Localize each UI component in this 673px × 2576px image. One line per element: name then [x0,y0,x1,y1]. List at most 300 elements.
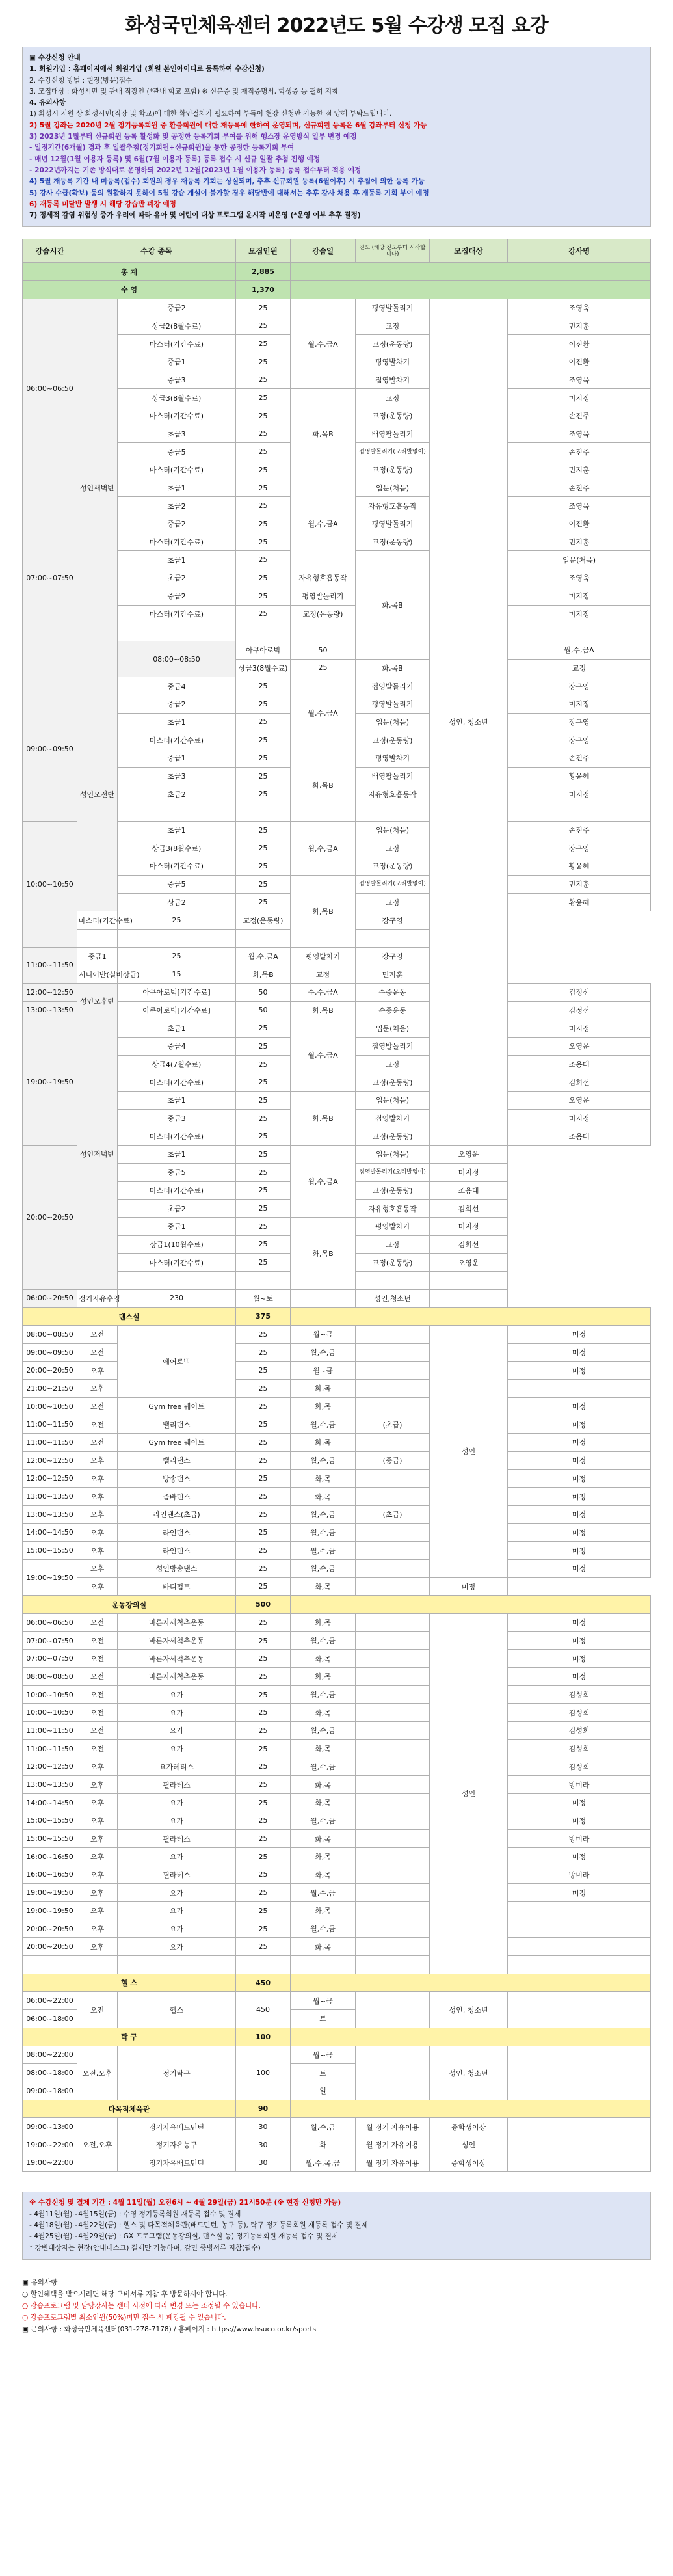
capacity-cell: 25 [236,1631,291,1650]
period-cell: 오후 [77,1505,118,1523]
note-cell: 접영발차기 [356,1109,430,1127]
note-cell: 교정(운동량) [356,1127,430,1146]
note-cell: 교정 [356,839,430,857]
table-row [23,1577,651,1596]
day-cell: 화,목B [291,389,356,479]
instructor-cell: 장구영 [508,839,651,857]
capacity-cell: 25 [118,911,236,930]
time-cell: 14:00~14:50 [23,1523,77,1542]
note-cell [356,1577,430,1596]
day-cell [291,1956,356,1974]
instructor-cell: 미지정 [508,587,651,605]
course-cell: 중급5 [118,875,236,893]
course-cell: 정기자유배드민턴 [118,2154,236,2172]
period-cell: 오후 [77,1812,118,1830]
course-cell: 요가 [118,1739,236,1758]
course-cell: 정기자유수영 [77,1289,118,1308]
note-cell [356,1704,430,1722]
table-row [23,1289,651,1308]
section-row [23,1308,651,1326]
note-cell: 교정 [508,659,651,677]
instructor-cell: 조용대 [508,1055,651,1073]
course-cell: 초급3 [118,425,236,443]
table-row [23,1326,651,1344]
period-cell: 오전 [77,1434,118,1452]
table-row [23,1956,651,1974]
capacity-cell: 30 [236,2136,291,2154]
time-cell: 12:00~12:50 [23,983,77,1001]
table-row [23,965,651,984]
instructor-cell: 민지훈 [508,533,651,551]
table-row [23,1488,651,1506]
note-cell: 평영발차기 [356,353,430,371]
course-cell: 중급2 [118,695,236,713]
instructor-cell: 미지정 [508,1019,651,1038]
target-cell: 성인, 청소년 [430,1992,508,2028]
course-cell: 요가 [118,1704,236,1722]
capacity-cell: 25 [236,353,291,371]
time-cell: 12:00~12:50 [23,1451,77,1469]
instructor-cell: 오영운 [430,1146,508,1164]
notice-line: 2) 5월 강좌는 2020년 2월 정기등록회원 중 환불회원에 대한 재등록에 한하여 운영되며, 신규회원 등록은 6월 강좌부터 신청 가능 [29,121,427,129]
notice-line: 5) 강사 수급(확보) 등의 원활하지 못하여 5월 강습 개설이 불가할 경우 해당반에 대해서는 추후 강사 채용 후 재등록 기회 부여 예정 [29,189,429,197]
capacity-cell: 25 [236,497,291,515]
day-cell: 화,목 [291,1793,356,1812]
note-cell: 교정(운동량) [356,1181,430,1200]
note-cell: (초급) [356,1415,430,1434]
day-cell: 화,목B [356,659,430,677]
period-cell: 오후 [77,1362,118,1380]
day-cell: 월,수,금A [291,299,356,388]
period-line: - 4월25일(월)~4월29일(금) : GX 프로그램(운동강의실, 댄스실 등) 정기등록회원 재등록 접수 및 결제 [29,2233,339,2241]
period-line: - 4월11일(월)~4월15일(금) : 수영 정기등록회원 재등록 접수 및 결제 [29,2210,241,2218]
course-cell [118,1956,236,1974]
section-value: 500 [236,1596,291,1614]
time-cell: 13:00~13:50 [23,1488,77,1506]
note-cell: 월 정기 자유이용 [356,2136,430,2154]
course-cell: 상급1(10월수료) [118,1235,236,1254]
time-cell: 09:00~09:50 [23,1343,77,1362]
capacity-cell: 25 [236,1577,291,1596]
course-cell: 중급4 [118,677,236,695]
course-cell: Gym free 웨이트 [118,1397,236,1415]
time-cell: 06:00~20:50 [23,1289,77,1308]
instructor-cell [508,1956,651,1974]
note-cell [291,1289,356,1308]
instructor-cell: 조영욱 [508,497,651,515]
capacity-cell: 25 [236,1235,291,1254]
note-cell: 교정 [356,317,430,335]
course-cell: 요가레티스 [118,1758,236,1776]
time-cell: 15:00~15:50 [23,1542,77,1560]
course-cell: 초급1 [118,479,236,497]
course-cell: 요가 [118,1920,236,1938]
note-cell [356,1614,430,1632]
instructor-cell: 미지정 [430,1163,508,1181]
target-cell: 중학생이상 [430,2118,508,2136]
section-fill [291,1974,651,1992]
note-cell: 입문(처음) [356,1146,430,1164]
instructor-cell [508,803,651,822]
capacity-cell: 25 [236,839,291,857]
instructor-cell: 오영운 [508,1038,651,1056]
table-row [23,1362,651,1380]
capacity-cell: 25 [236,1019,291,1038]
instructor-cell: 김희선 [430,1235,508,1254]
table-row [23,1523,651,1542]
table-row [23,1668,651,1686]
note-cell: 교정(운동량) [291,605,356,623]
capacity-cell: 25 [236,785,291,803]
note-cell [356,1523,430,1542]
day-cell: 월,수,금 [291,1451,356,1469]
capacity-cell: 25 [236,1397,291,1415]
capacity-cell [236,623,291,641]
instructor-cell: 미정 [430,1577,508,1596]
course-cell: 마스터(기간수료) [118,335,236,353]
period-cell: 오전 [77,1722,118,1740]
course-cell: 초급1 [118,713,236,731]
group-cell: 성인오후반 [77,983,118,1019]
course-cell: 마스터(기간수료) [118,1127,236,1146]
instructor-cell [508,2154,651,2172]
note-cell [236,929,291,947]
instructor-cell: 손진주 [508,407,651,425]
instructor-cell: 손진주 [508,479,651,497]
note-cell: 교정 [356,389,430,407]
instructor-cell: 민지훈 [356,965,430,984]
capacity-cell: 25 [236,1847,291,1866]
instructor-cell: 미정 [508,1884,651,1902]
capacity-cell: 25 [236,1343,291,1362]
day-cell: 일 [291,2082,356,2100]
capacity-cell: 25 [236,1614,291,1632]
total-value: 2,885 [236,263,291,281]
capacity-cell: 25 [236,1254,291,1272]
period-cell: 오후 [77,1884,118,1902]
day-cell: 화,목 [291,1776,356,1794]
note-cell [356,1884,430,1902]
instructor-cell [508,1380,651,1398]
time-cell: 15:00~15:50 [23,1830,77,1848]
instructor-cell: 방미라 [508,1866,651,1884]
section-row [23,1596,651,1614]
section-row [23,2100,651,2118]
period-cell: 오전 [77,1343,118,1362]
course-cell: 라인댄스(초급) [118,1505,236,1523]
instructor-cell [508,1902,651,1920]
course-cell: 요가 [118,1847,236,1866]
table-row [23,1992,651,2010]
capacity-cell: 25 [236,587,291,605]
course-cell: 요가 [118,1685,236,1704]
day-cell: 월,수,금A [291,677,356,749]
capacity-cell: 25 [236,299,291,317]
table-row [23,677,651,695]
course-cell: 마스터(기간수료) [118,1073,236,1092]
capacity-cell: 450 [236,1992,291,2028]
note-cell [356,1488,430,1506]
course-cell: 아쿠아로빅 [236,641,291,659]
note-cell: (초급) [356,1505,430,1523]
table-row [23,2046,651,2064]
instructor-cell: 김정선 [508,983,651,1001]
day-cell: 월,수,금 [291,1722,356,1740]
note-cell: 자유형호흡동작 [356,785,430,803]
note-cell: 입문(처음) [508,551,651,569]
capacity-cell: 25 [236,389,291,407]
note-cell [356,1830,430,1848]
note-cell: 평영발돌리기 [291,587,356,605]
instructor-cell: 미정 [508,1326,651,1344]
time-cell: 19:00~19:50 [23,1902,77,1920]
period-cell: 오전 [77,1739,118,1758]
instructor-cell: 미정 [508,1434,651,1452]
course-cell: 초급1 [118,1092,236,1110]
period-cell: 오후 [77,1758,118,1776]
instructor-cell: 미정 [508,1488,651,1506]
note-cell [356,1668,430,1686]
course-cell [118,1271,236,1289]
course-cell: 요가 [118,1902,236,1920]
section-label: 수 영 [23,281,236,299]
course-cell: 요가 [118,1884,236,1902]
table-row [23,1866,651,1884]
course-cell: 초급1 [118,1146,236,1164]
period-cell: 오전,오후 [77,2046,118,2100]
footer-line: ▣ 문의사항 : 화성국민체육센터(031-278-7178) / 홈페이지 : https://www.hsuco.or.kr/sports [22,2325,317,2333]
capacity-cell: 25 [236,1739,291,1758]
capacity-cell: 25 [236,875,291,893]
day-cell: 화,목 [291,1739,356,1758]
section-fill [291,2100,651,2118]
capacity-cell: 25 [236,1884,291,1902]
course-cell: 상급3(8월수료) [118,389,236,407]
instructor-cell: 민지훈 [508,875,651,893]
time-cell: 13:00~13:50 [23,1505,77,1523]
notice-line: 3. 모집대상 : 화성시민 및 관내 직장인 (*관내 학교 포함) ※ 신분증 및 재직증명서, 학생증 등 필히 지참 [29,87,339,96]
course-cell: 마스터(기간수료) [118,731,236,749]
capacity-cell: 25 [236,1038,291,1056]
time-cell: 20:00~20:50 [23,1146,77,1290]
section-fill [291,281,651,299]
instructor-cell: 장구영 [508,731,651,749]
day-cell: 월~금 [291,1362,356,1380]
note-cell [356,1847,430,1866]
note-cell: 평영발차기 [291,947,356,965]
course-cell: 헬스 [118,1992,236,2028]
target-cell: 중학생이상 [430,2154,508,2172]
capacity-cell: 25 [236,1830,291,1848]
note-cell: 교정(운동량) [356,407,430,425]
notice-line: 3) 2023년 1월부터 신규회원 등록 활성화 및 공정한 등록기회 부여를 위해 행스장 운영방식 일부 변경 예정 [29,133,357,141]
day-cell: 월,수,금 [291,1542,356,1560]
capacity-cell: 25 [236,425,291,443]
period-cell: 오후 [77,1380,118,1398]
note-cell: 월 정기 자유이용 [356,2118,430,2136]
header-target: 모집대상 [430,239,508,263]
instructor-cell: 김성희 [508,1739,651,1758]
time-cell: 08:00~08:50 [23,1326,77,1344]
note-cell: 교정 [356,1235,430,1254]
instructor-cell: 미지정 [508,605,651,623]
course-cell: 라인댄스 [118,1542,236,1560]
time-cell: 11:00~11:50 [23,1434,77,1452]
capacity-cell: 25 [236,731,291,749]
period-cell: 오후 [77,1902,118,1920]
instructor-cell: 김성희 [508,1704,651,1722]
note-cell [356,1793,430,1812]
note-cell: 자유형호흡동작 [291,569,356,587]
time-cell: 19:00~19:50 [23,1884,77,1902]
header-capacity: 모집인원 [236,239,291,263]
time-cell: 09:00~09:50 [23,677,77,822]
time-cell: 19:00~22:00 [23,2136,77,2154]
course-cell: 중급5 [118,443,236,461]
instructor-cell: 오영운 [430,1254,508,1272]
course-cell: 바른자세척추운동 [118,1631,236,1650]
section-label: 다목적체육관 [23,2100,236,2118]
capacity-cell: 25 [236,1902,291,1920]
course-cell: 중급3 [118,371,236,389]
period-cell: 오후 [77,1793,118,1812]
capacity-cell: 25 [236,1523,291,1542]
instructor-cell: 김성희 [508,1722,651,1740]
course-cell: 초급2 [118,1200,236,1218]
course-cell: 요가 [118,1793,236,1812]
table-row [23,1434,651,1452]
instructor-cell: 미정 [508,1793,651,1812]
instructor-cell: 손진주 [508,821,651,839]
period-cell [77,1956,118,1974]
note-cell: 자유형호흡동작 [356,497,430,515]
note-cell: 평영발돌리기 [356,299,430,317]
capacity-cell: 25 [236,407,291,425]
course-cell: 중급1 [118,1217,236,1235]
note-cell: 입문(처음) [356,713,430,731]
course-cell: 상급3(8월수료) [118,839,236,857]
period-cell: 오후 [77,1469,118,1488]
instructor-cell: 미정 [508,1847,651,1866]
note-cell [356,803,430,822]
course-cell: 중급5 [118,1163,236,1181]
course-cell: 초급2 [118,569,236,587]
instructor-cell: 미지정 [508,389,651,407]
time-cell: 07:00~07:50 [23,1631,77,1650]
capacity-cell: 25 [236,1127,291,1146]
table-row [23,1343,651,1362]
course-cell: 밸리댄스 [118,1451,236,1469]
instructor-cell: 미지정 [508,695,651,713]
time-cell: 09:00~18:00 [23,2082,77,2100]
note-cell [356,1776,430,1794]
capacity-cell: 25 [236,1704,291,1722]
period-cell: 오전 [77,1668,118,1686]
capacity-cell [118,929,236,947]
capacity-cell: 25 [118,947,236,965]
course-cell: 중급3 [118,1109,236,1127]
notice-heading: ▣ 수강신청 안내 [29,54,81,62]
total-row [23,263,651,281]
note-cell [356,1542,430,1560]
section-label: 댄스실 [23,1308,236,1326]
capacity-cell: 25 [236,1650,291,1668]
day-cell: 화 [291,2136,356,2154]
note-cell [356,2046,430,2100]
table-row [23,1830,651,1848]
section-fill [291,1308,651,1326]
target-cell: 성인, 청소년 [430,299,508,1145]
time-cell: 15:00~15:50 [23,1812,77,1830]
day-cell: 월~금 [291,1992,356,2010]
day-cell: 화,목 [291,1397,356,1415]
period-cell: 오후 [77,1776,118,1794]
period-line: * 강변대상자는 현장(안내데스크) 결제만 가능하며, 감면 증빙서류 지참(필수) [29,2244,261,2252]
day-cell: 화,목 [291,1650,356,1668]
note-cell [356,1631,430,1650]
table-row [23,947,651,965]
note-cell [356,1938,430,1956]
capacity-cell: 25 [236,1326,291,1344]
course-cell: 필라테스 [118,1866,236,1884]
instructor-cell: 조영욱 [508,569,651,587]
registration-period-box [22,2192,651,2259]
capacity-cell: 25 [236,749,291,768]
day-cell: 월,수,금 [291,1631,356,1650]
course-cell: 초급3 [118,767,236,785]
table-row [23,1847,651,1866]
note-cell [356,1956,430,1974]
instructor-cell: 오영운 [508,1092,651,1110]
time-cell: 07:00~07:50 [23,1650,77,1668]
note-cell: 접영발돌리기 [356,677,430,695]
period-cell: 오전 [77,1650,118,1668]
table-row [23,1469,651,1488]
instructor-cell: 김성희 [508,1758,651,1776]
day-cell: 화,목 [291,1469,356,1488]
section-label: 운동강의실 [23,1596,236,1614]
course-cell: 바른자세척추운동 [118,1650,236,1668]
note-cell [356,1866,430,1884]
instructor-cell [508,623,651,641]
footer-line: ○ 강습프로그램별 최소인원(50%)미만 접수 시 폐강될 수 있습니다. [22,2313,226,2322]
time-cell: 19:00~22:00 [23,2154,77,2172]
time-cell: 07:00~07:50 [23,479,77,677]
capacity-cell [236,1271,291,1289]
instructor-cell [508,2046,651,2100]
notice-line: 4. 유의사항 [29,99,66,107]
time-cell: 10:00~10:50 [23,821,77,947]
instructor-cell: 장구영 [356,911,430,930]
capacity-cell: 50 [291,641,356,659]
day-cell: 화,목 [291,1577,356,1596]
instructor-cell: 김희선 [508,1073,651,1092]
day-cell: 화,목 [291,1902,356,1920]
period-cell: 오전,오후 [77,2118,118,2172]
day-cell: 월,수,금 [291,1559,356,1577]
capacity-cell: 25 [236,1380,291,1398]
note-cell: 교정 [356,893,430,911]
section-value: 90 [236,2100,291,2118]
capacity-cell: 15 [118,965,236,984]
instructor-cell: 미지정 [508,1109,651,1127]
course-cell: 마스터(기간수료) [118,407,236,425]
note-cell: 입문(처음) [356,821,430,839]
table-row [23,1451,651,1469]
note-cell: 교정(운동량) [356,731,430,749]
capacity-cell: 25 [236,335,291,353]
day-cell: 화,목 [291,1847,356,1866]
